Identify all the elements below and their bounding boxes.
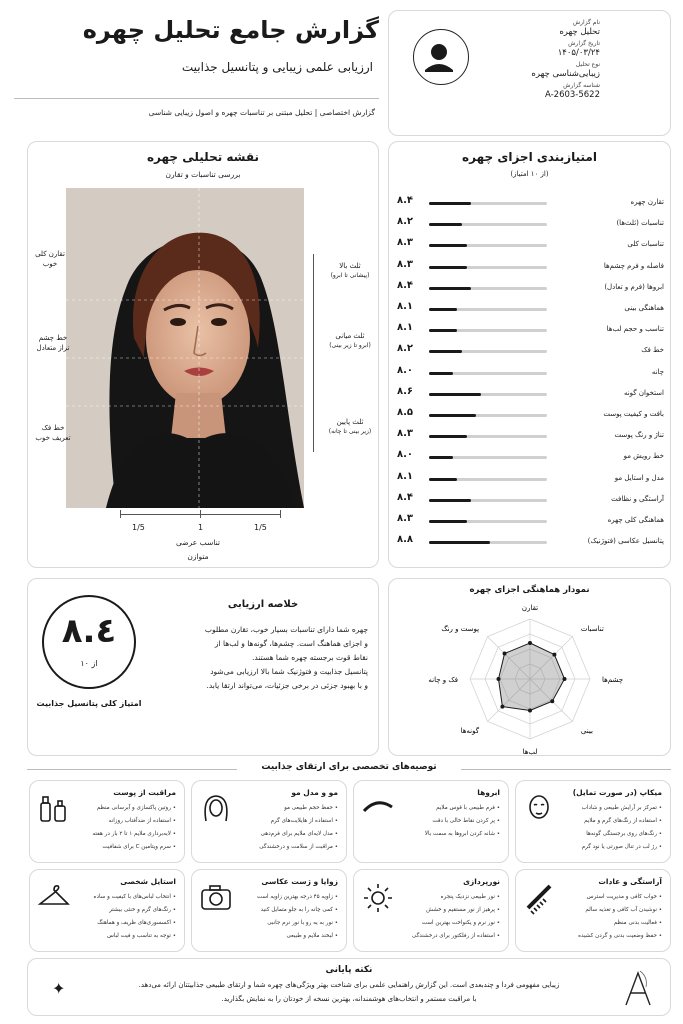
bullet-text: توجه به تناسب و فیت لباس — [106, 933, 171, 939]
overall-score-value: ۸.٤ — [61, 611, 117, 651]
score-bar-track — [429, 308, 547, 311]
score-bar-fill — [429, 520, 467, 523]
score-bar-fill — [429, 329, 457, 332]
score-label: خط رویش مو — [623, 452, 664, 461]
recommendation-title: میکاپ (در صورت تمایل) — [572, 788, 662, 797]
bullet-dot: • — [332, 907, 338, 913]
radar-chart — [389, 597, 672, 757]
ratio-tick — [200, 510, 201, 518]
bullet-text: پرهیز از نور مستقیم و خشش — [426, 907, 495, 913]
scores-subtitle: (از ۱۰ امتیاز) — [510, 170, 549, 178]
bullet-text: استفاده از هایلایت‌های گرم — [270, 818, 333, 824]
bullet-text: رنگ‌های گرم و خنثی بیشتر — [109, 907, 171, 913]
recommendation-title: مراقبت از پوست — [113, 788, 176, 797]
score-value: ۸.۱ — [397, 322, 414, 334]
recommendation-card — [353, 869, 509, 952]
score-row — [389, 236, 672, 257]
score-row — [389, 215, 672, 236]
note-title: تقارن کلی — [35, 250, 65, 258]
recommendation-bullet — [425, 831, 500, 837]
score-label: چانه — [651, 367, 664, 376]
bullet-dot: • — [494, 831, 500, 837]
summary-line: پتانسیل جذابیت و فتوژنیک شما بالا ارزیابی می‌شود — [210, 666, 368, 676]
recommendation-bullet — [426, 907, 500, 913]
score-bar-fill — [429, 266, 467, 269]
score-bar-track — [429, 266, 547, 269]
recommendation-bullet — [582, 844, 662, 850]
score-bar-fill — [429, 478, 457, 481]
score-value: ۸.۳ — [397, 237, 414, 249]
final-note-card — [27, 958, 671, 1016]
recommendation-title: آراستگی و عادات — [598, 877, 662, 886]
score-bar-track — [429, 435, 547, 438]
score-bar-fill — [429, 202, 471, 205]
recommendation-bullet — [261, 831, 338, 837]
recommendation-bullet — [109, 818, 176, 824]
bullet-dot: • — [656, 894, 662, 900]
score-label: ابروها (فرم و تعادل) — [604, 282, 664, 291]
bullet-text: نوشیدن آب کافی و تغذیه سالم — [585, 907, 657, 913]
bullet-text: لایه‌برداری ملایم ۱ تا ۲ بار در هفته — [92, 831, 171, 837]
score-row — [389, 364, 672, 385]
recommendation-bullet — [271, 818, 338, 824]
score-label: خط فک — [641, 346, 664, 355]
left-note-symmetry — [32, 250, 68, 270]
bullet-text: روتین پاکسازی و آبرسانی منظم — [96, 805, 171, 811]
radar-axis-label: تقارن — [521, 604, 539, 612]
note-desc: (پیشانی تا ابرو) — [330, 271, 370, 279]
recommendation-title: مو و مدل مو — [291, 788, 338, 797]
radar-point — [500, 705, 504, 709]
recommendation-card — [29, 780, 185, 863]
overall-score-caption: امتیاز کلی پتانسیل جذابیت — [36, 699, 142, 708]
bullet-text: تمرکز بر آرایش طبیعی و شاداب — [581, 805, 657, 811]
recommendation-bullet — [422, 920, 500, 926]
radar-point — [563, 677, 567, 681]
radar-axis-label: گونه‌ها — [460, 726, 480, 735]
score-value: ۸.۱ — [397, 301, 414, 312]
score-label: تناسبات (ثلث‌ها) — [616, 219, 664, 228]
recommendation-bullet — [107, 933, 176, 939]
face-map-title: نقشه تحلیلی چهره — [146, 150, 260, 164]
bullet-text: نور نرم و یکنواخت بهترین است — [421, 920, 495, 926]
recommendation-title: زوایا و ژست عکاسی — [261, 877, 338, 886]
ratio-tick-label: 1/5 — [254, 523, 267, 532]
score-row — [389, 279, 672, 300]
eyebrow-icon — [360, 791, 396, 827]
ratio-tick-label: 1 — [198, 523, 204, 532]
score-bar-fill — [429, 435, 467, 438]
score-row — [389, 300, 672, 321]
bullet-text: پر کردن نقاط خالی با دقت — [432, 818, 495, 824]
bullet-dot: • — [332, 805, 338, 811]
bullet-text: استفاده از رنگ‌های گرم و ملایم — [584, 818, 657, 824]
report-date-value: ۱۴۰۵/۰۳/۲۴ — [557, 47, 600, 58]
bullet-text: انتخاب لباس‌های با کیفیت و ساده — [93, 894, 171, 900]
score-value: ۸.۴ — [397, 279, 414, 291]
bullet-dot: • — [656, 907, 662, 913]
right-bracket — [313, 254, 317, 452]
scores-title: امتیازبندی اجزای چهره — [462, 150, 597, 164]
header-divider — [14, 98, 379, 99]
heading-divider-right — [461, 769, 671, 770]
bullet-text: لبخند ملایم و طبیعی — [286, 933, 333, 939]
recommendation-bullet — [582, 805, 662, 811]
bullet-dot: • — [170, 933, 176, 939]
score-row — [389, 512, 672, 533]
score-bar-track — [429, 478, 547, 481]
analysis-type-label: نوع تحلیل — [575, 61, 600, 69]
radar-axis-label: فک و چانه — [428, 676, 458, 684]
score-label: تناژ و رنگ پوست — [614, 431, 664, 440]
score-bar-track — [429, 456, 547, 459]
sun-icon — [360, 880, 396, 916]
overall-score-out-of: از ۱۰ — [80, 659, 98, 668]
score-label: پتانسیل عکاسی (فتوژنیک) — [587, 537, 664, 546]
summary-title: خلاصه ارزیابی — [227, 599, 299, 610]
recommendation-card — [191, 869, 347, 952]
comb-icon — [522, 880, 558, 916]
recommendation-bullet — [432, 818, 500, 824]
bullet-text: اکسسوری‌های ظریف و هماهنگ — [97, 920, 171, 926]
recommendation-card — [29, 869, 185, 952]
bullet-dot: • — [494, 933, 500, 939]
score-value: ۸.۲ — [397, 216, 414, 228]
bullet-dot: • — [170, 844, 176, 850]
note-desc: تراز متعادل — [36, 343, 70, 352]
bullet-text: نور به یه رو با نور نرم جانبی — [267, 920, 333, 926]
bullet-dot: • — [170, 920, 176, 926]
ratio-tick — [280, 510, 281, 518]
right-note-lower-third — [322, 418, 378, 436]
summary-line: و با بهبود جزئی در برخی جزئیات، می‌تواند ارتقا یابد. — [206, 680, 368, 690]
face-map-card — [27, 141, 379, 568]
recommendation-bullet — [259, 844, 338, 850]
score-value: ۸.۱ — [397, 470, 414, 482]
score-bar-fill — [429, 541, 490, 544]
score-bar-track — [429, 393, 547, 396]
bullet-dot: • — [170, 907, 176, 913]
left-note-jaw — [32, 424, 74, 444]
recommendation-bullet — [441, 894, 500, 900]
radar-card — [388, 578, 671, 756]
right-note-upper-third — [322, 262, 378, 280]
score-value: ۸.۰ — [397, 449, 414, 461]
face-map-subtitle: بررسی تناسبات و تقارن — [165, 170, 241, 179]
recommendation-bullet — [97, 805, 176, 811]
note-desc: خوب — [42, 259, 58, 268]
recommendation-title: ابروها — [477, 788, 500, 797]
score-row — [389, 427, 672, 448]
score-value: ۸.۴ — [397, 491, 414, 503]
recommendation-bullet — [94, 894, 176, 900]
header — [14, 12, 379, 130]
ratio-label: تناسب عرضی — [176, 538, 220, 547]
bullet-text: حفظ حجم طبیعی مو — [284, 805, 333, 811]
bullet-dot: • — [494, 805, 500, 811]
score-label: فاصله و فرم چشم‌ها — [603, 261, 664, 270]
radar-axis-label: تناسبات — [580, 625, 604, 634]
report-name-value: تحلیل چهره — [559, 26, 600, 37]
report-date-label: تاریخ گزارش — [568, 40, 600, 48]
score-bar-track — [429, 372, 547, 375]
bullet-dot: • — [170, 894, 176, 900]
bullet-text: زاویه ۴۵ درجه بهترین زاویه است — [256, 894, 333, 900]
note-title: خط چشم — [38, 334, 68, 342]
score-label: استخوان گونه — [623, 388, 664, 397]
recommendation-bullet — [587, 894, 662, 900]
bullet-text: نور طبیعی نزدیک پنجره — [440, 894, 495, 900]
score-row — [389, 321, 672, 342]
final-note-line-1: زیبایی مفهومی فردا و چندبعدی است. این گزارش راهنمایی علمی برای شناخت بهتر ویژگی‌های چهره شما و ارتقای طبیعی جذابیتتان ارائه می‌دهد. — [138, 981, 560, 989]
recommendation-card — [515, 780, 671, 863]
bullet-text: سرم ویتامین C برای شفافیت — [102, 844, 171, 850]
radar-point — [552, 653, 556, 657]
camera-icon — [198, 880, 234, 916]
bullet-dot: • — [656, 831, 662, 837]
score-bar-fill — [429, 372, 453, 375]
note-desc: تعریف خوب — [35, 433, 71, 442]
heading-divider-left — [27, 769, 237, 770]
score-bar-fill — [429, 393, 481, 396]
bullet-dot: • — [494, 920, 500, 926]
page-tagline: گزارش اختصاصی | تحلیل مبتنی بر تناسبات چهره و اصول زیبایی شناسی — [148, 108, 375, 117]
radar-point — [497, 677, 501, 681]
bullet-dot: • — [656, 933, 662, 939]
scores-card — [388, 141, 671, 568]
bullet-text: کمی چانه را به جلو متمایل کنید — [260, 907, 333, 913]
radar-axis-label: پوست و رنگ — [441, 625, 480, 634]
bullet-dot: • — [656, 805, 662, 811]
note-title: خط فک — [41, 424, 65, 432]
bullet-text: رنگ‌های روی برجستگی گونه‌ها — [586, 831, 657, 837]
bullet-dot: • — [494, 907, 500, 913]
score-bar-track — [429, 350, 547, 353]
bullet-dot: • — [170, 818, 176, 824]
score-label: تناسبات کلی — [627, 240, 664, 249]
report-id-value: A-2603-5622 — [544, 89, 600, 100]
hanger-icon — [36, 880, 72, 916]
bullet-dot: • — [656, 920, 662, 926]
score-value: ۸.۳ — [397, 258, 414, 270]
bullet-dot: • — [332, 894, 338, 900]
recommendation-bullet — [257, 894, 338, 900]
monogram-logo — [618, 967, 658, 1009]
bullet-text: خواب کافی و مدیریت استرس — [586, 894, 657, 900]
bullet-text: استفاده از ضدآفتاب روزانه — [108, 818, 171, 824]
user-avatar-icon — [412, 30, 468, 86]
score-bar-track — [429, 520, 547, 523]
recommendation-card — [191, 780, 347, 863]
summary-line: و اجزای هماهنگ است. چشم‌ها، گونه‌ها و لب‌ها از — [214, 638, 368, 648]
score-label: آراستگی و نظافت — [611, 494, 664, 503]
recommendation-bullet — [284, 805, 338, 811]
score-bar-track — [429, 499, 547, 502]
score-bar-fill — [429, 456, 453, 459]
bullet-dot: • — [332, 844, 338, 850]
recommendation-bullet — [614, 920, 662, 926]
bullet-dot: • — [656, 844, 662, 850]
recommendation-bullet — [584, 818, 662, 824]
recommendation-card — [515, 869, 671, 952]
score-value: ۸.۰ — [397, 364, 414, 376]
score-label: تقارن چهره — [630, 198, 664, 206]
radar-axis-label: چشم‌ها — [602, 676, 624, 684]
score-bar-track — [429, 202, 547, 205]
bullet-dot: • — [332, 920, 338, 926]
score-bar-track — [429, 287, 547, 290]
recommendation-title: استایل شخصی — [120, 877, 176, 886]
score-bar-track — [429, 329, 547, 332]
hair-woman-icon — [198, 791, 234, 827]
bullet-text: فعالیت بدنی منظم — [613, 920, 657, 926]
recommendation-bullet — [436, 805, 500, 811]
score-row — [389, 470, 672, 491]
bullet-dot: • — [656, 818, 662, 824]
score-row — [389, 385, 672, 406]
score-bar-fill — [429, 414, 476, 417]
score-bar-fill — [429, 308, 457, 311]
bullet-text: مراقبت از سلامت و درخشندگی — [259, 844, 333, 850]
summary-line: نقاط قوت برجسته چهره شما هستند. — [252, 652, 368, 662]
ratio-tick — [120, 510, 121, 518]
score-bar-track — [429, 541, 547, 544]
left-note-eyeline — [32, 334, 74, 354]
score-label: هماهنگی کلی چهره — [607, 516, 664, 524]
bullet-text: شانه کردن ابروها به سمت بالا — [424, 831, 495, 837]
score-label: بافت و کیفیت پوست — [603, 410, 664, 418]
note-title: ثلث بالا — [339, 262, 361, 270]
score-label: هماهنگی بینی — [624, 304, 664, 312]
score-bar-fill — [429, 499, 471, 502]
score-value: ۸.۴ — [397, 195, 414, 206]
avatar — [413, 29, 469, 85]
recommendation-title: نورپردازی — [463, 877, 500, 886]
score-row — [389, 258, 672, 279]
recommendation-bullet — [412, 933, 500, 939]
score-label: تناسب و حجم لب‌ها — [606, 325, 664, 334]
overall-score-ring — [42, 595, 136, 689]
note-desc: (ابرو تا زیر بینی) — [329, 341, 371, 349]
report-id-label: شناسه گزارش — [563, 82, 600, 90]
bullet-dot: • — [494, 818, 500, 824]
note-title: ثلث پایین — [336, 418, 364, 426]
radar-point — [550, 699, 554, 703]
score-row — [389, 448, 672, 469]
bullet-dot: • — [332, 831, 338, 837]
score-value: ۸.۳ — [397, 513, 414, 524]
score-bar-track — [429, 244, 547, 247]
score-bar-fill — [429, 223, 462, 226]
ratio-tick-label: 1/5 — [132, 523, 145, 532]
right-note-middle-third — [322, 332, 378, 350]
recommendations-title: توصیه‌های تخصصی برای ارتقای جذابیت — [261, 762, 437, 772]
summary-card — [27, 578, 379, 756]
recommendation-bullet — [261, 907, 338, 913]
recommendations-heading-row — [27, 760, 671, 778]
summary-text — [152, 623, 368, 692]
bullet-dot: • — [494, 894, 500, 900]
report-info-card — [388, 10, 671, 136]
bullet-dot: • — [170, 805, 176, 811]
bullet-dot: • — [332, 818, 338, 824]
score-value: ۸.۲ — [397, 343, 414, 355]
recommendation-bullet — [286, 933, 338, 939]
score-bar-fill — [429, 287, 471, 290]
recommendation-bullet — [267, 920, 338, 926]
portrait-image — [66, 188, 304, 508]
recommendation-card — [353, 780, 509, 863]
recommendations-grid — [27, 780, 671, 952]
score-row — [389, 406, 672, 427]
page-title: گزارش جامع تحلیل چهره — [82, 16, 379, 44]
recommendation-bullet — [92, 831, 176, 837]
radar-axis-label: بینی — [580, 726, 593, 735]
radar-point — [528, 709, 532, 713]
bullet-text: استفاده از رفلکتور برای درخشندگی — [411, 933, 495, 939]
score-bar-fill — [429, 350, 462, 353]
final-note-title: نکته پایانی — [325, 965, 373, 975]
score-value: ۸.۳ — [397, 428, 414, 440]
bullet-text: مدل لایه‌ای ملایم برای فرم‌دهی — [260, 831, 333, 837]
bullet-dot: • — [170, 831, 176, 837]
score-bar-track — [429, 223, 547, 226]
analysis-type-value: زیبایی‌شناسی چهره — [531, 68, 600, 79]
score-row — [389, 491, 672, 512]
score-row — [389, 194, 672, 215]
page-subtitle: ارزیابی علمی زیبایی و پتانسیل جذابیت — [181, 60, 373, 74]
bullet-text: فرم طبیعی با قوس ملایم — [436, 805, 495, 811]
sparkle-icon: ✦ — [52, 979, 66, 998]
ratio-value: متوازن — [187, 552, 209, 561]
summary-line: چهره شما دارای تناسبات بسیار خوب، تقارن مطلوب — [204, 625, 368, 634]
score-value: ۸.۵ — [397, 407, 414, 418]
recommendation-bullet — [585, 907, 662, 913]
score-row — [389, 533, 672, 554]
score-value: ۸.۸ — [397, 534, 414, 546]
score-bar-fill — [429, 244, 467, 247]
skincare-bottles-icon — [36, 791, 72, 827]
radar-title: نمودار هماهنگی اجزای چهره — [469, 585, 590, 595]
score-value: ۸.۶ — [397, 385, 414, 397]
final-note-line-2: با مراقبت مستمر و انتخاب‌های هوشمندانه، بهترین نسخه از خودتان را به نمایش بگذارید. — [221, 995, 477, 1003]
bullet-dot: • — [332, 933, 338, 939]
face-outline-icon — [522, 791, 558, 827]
recommendation-bullet — [102, 844, 176, 850]
bullet-text: رژ لب در تنال صورتی یا نود گرم — [581, 844, 657, 850]
radar-point — [528, 641, 532, 645]
recommendation-bullet — [97, 920, 176, 926]
radar-point — [503, 652, 507, 656]
report-name-label: نام گزارش — [572, 19, 600, 26]
score-label: مدل و استایل مو — [614, 473, 664, 482]
recommendation-bullet — [109, 907, 176, 913]
recommendation-bullet — [586, 831, 662, 837]
note-desc: (زیر بینی تا چانه) — [328, 427, 372, 435]
score-bar-track — [429, 414, 547, 417]
note-title: ثلث میانی — [335, 332, 365, 340]
score-row — [389, 342, 672, 363]
recommendation-bullet — [578, 933, 662, 939]
bullet-text: حفظ وضعیت بدنی و گردن کشیده — [578, 933, 657, 939]
radar-axis-label: لب‌ها — [522, 748, 538, 756]
